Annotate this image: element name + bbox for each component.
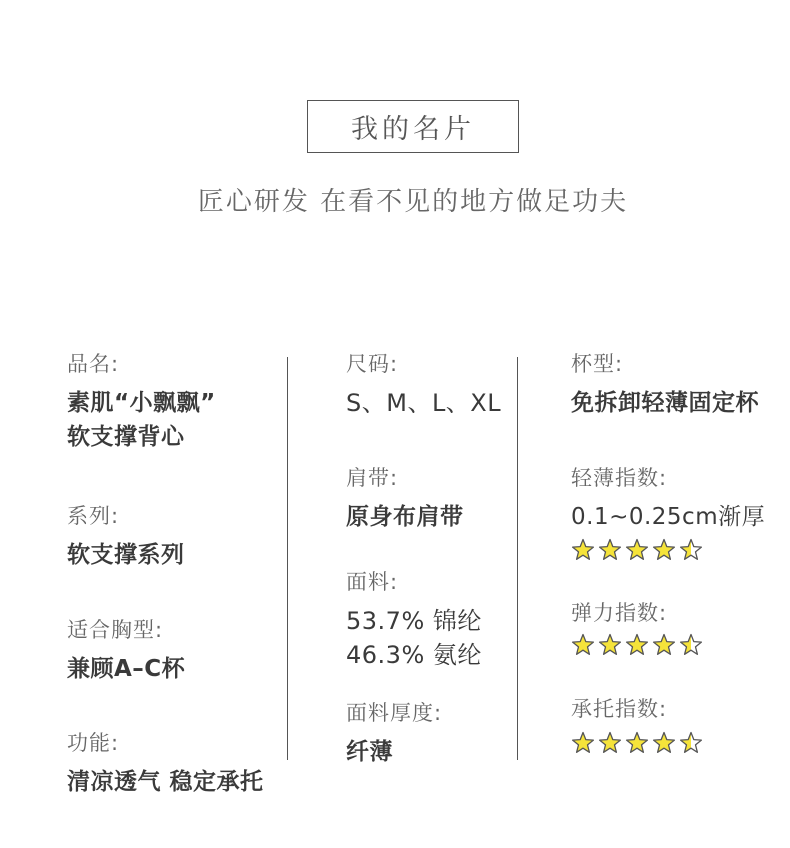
- star-icon: [598, 731, 622, 755]
- star-icon: [625, 731, 649, 755]
- star-icon: [598, 538, 622, 562]
- page-subtitle: 匠心研发 在看不见的地方做足功夫: [197, 187, 629, 217]
- function-label: 功能:: [67, 731, 120, 755]
- fit-label: 适合胸型:: [67, 618, 164, 642]
- star-icon: [679, 731, 703, 755]
- star-icon: [571, 731, 595, 755]
- thickness-section: [346, 699, 442, 769]
- strap-value: 原身布肩带: [346, 504, 464, 530]
- thin-value: 0.1~0.25cm渐厚: [571, 504, 766, 530]
- elastic-rating: [571, 633, 703, 659]
- column-divider-2: [517, 357, 518, 760]
- thickness-label: 面料厚度:: [346, 701, 443, 725]
- name-section: [67, 350, 216, 454]
- page-title: 我的名片: [307, 100, 519, 153]
- strap-section: [346, 464, 464, 534]
- name-value-line1: 素肌“小飘飘”: [67, 390, 216, 416]
- size-section: [346, 350, 501, 420]
- cup-label: 杯型:: [571, 352, 624, 376]
- column-divider-1: [287, 357, 288, 760]
- star-icon: [652, 538, 676, 562]
- function-section: [67, 729, 264, 799]
- support-rating: [571, 731, 703, 757]
- star-icon: [625, 538, 649, 562]
- star-icon: [571, 633, 595, 657]
- elastic-section: [571, 599, 703, 659]
- strap-label: 肩带:: [346, 466, 399, 490]
- cup-value: 免拆卸轻薄固定杯: [571, 390, 759, 416]
- thickness-value: 纤薄: [346, 739, 393, 765]
- fit-section: [67, 616, 185, 686]
- name-value-line2: 软支撑背心: [67, 424, 185, 450]
- fabric-value-line1: 53.7% 锦纶: [346, 607, 482, 635]
- fit-value: 兼顾A–C杯: [67, 656, 186, 682]
- size-value: S、M、L、XL: [346, 389, 502, 417]
- fabric-section: [346, 568, 482, 672]
- size-label: 尺码:: [346, 352, 399, 376]
- star-icon: [652, 633, 676, 657]
- name-label: 品名:: [67, 352, 120, 376]
- thin-rating: [571, 538, 765, 564]
- series-section: [67, 502, 185, 572]
- fabric-value-line2: 46.3% 氨纶: [346, 641, 482, 669]
- thin-label: 轻薄指数:: [571, 466, 668, 490]
- fabric-label: 面料:: [346, 570, 399, 594]
- series-label: 系列:: [67, 504, 120, 528]
- cup-section: [571, 350, 759, 420]
- star-icon: [679, 633, 703, 657]
- thin-section: [571, 464, 765, 564]
- series-value: 软支撑系列: [67, 542, 185, 568]
- support-label: 承托指数:: [571, 697, 668, 721]
- support-section: [571, 695, 703, 757]
- star-icon: [598, 633, 622, 657]
- function-value: 清凉透气 稳定承托: [67, 769, 264, 795]
- star-icon: [652, 731, 676, 755]
- star-icon: [571, 538, 595, 562]
- star-icon: [625, 633, 649, 657]
- elastic-label: 弹力指数:: [571, 601, 668, 625]
- star-icon: [679, 538, 703, 562]
